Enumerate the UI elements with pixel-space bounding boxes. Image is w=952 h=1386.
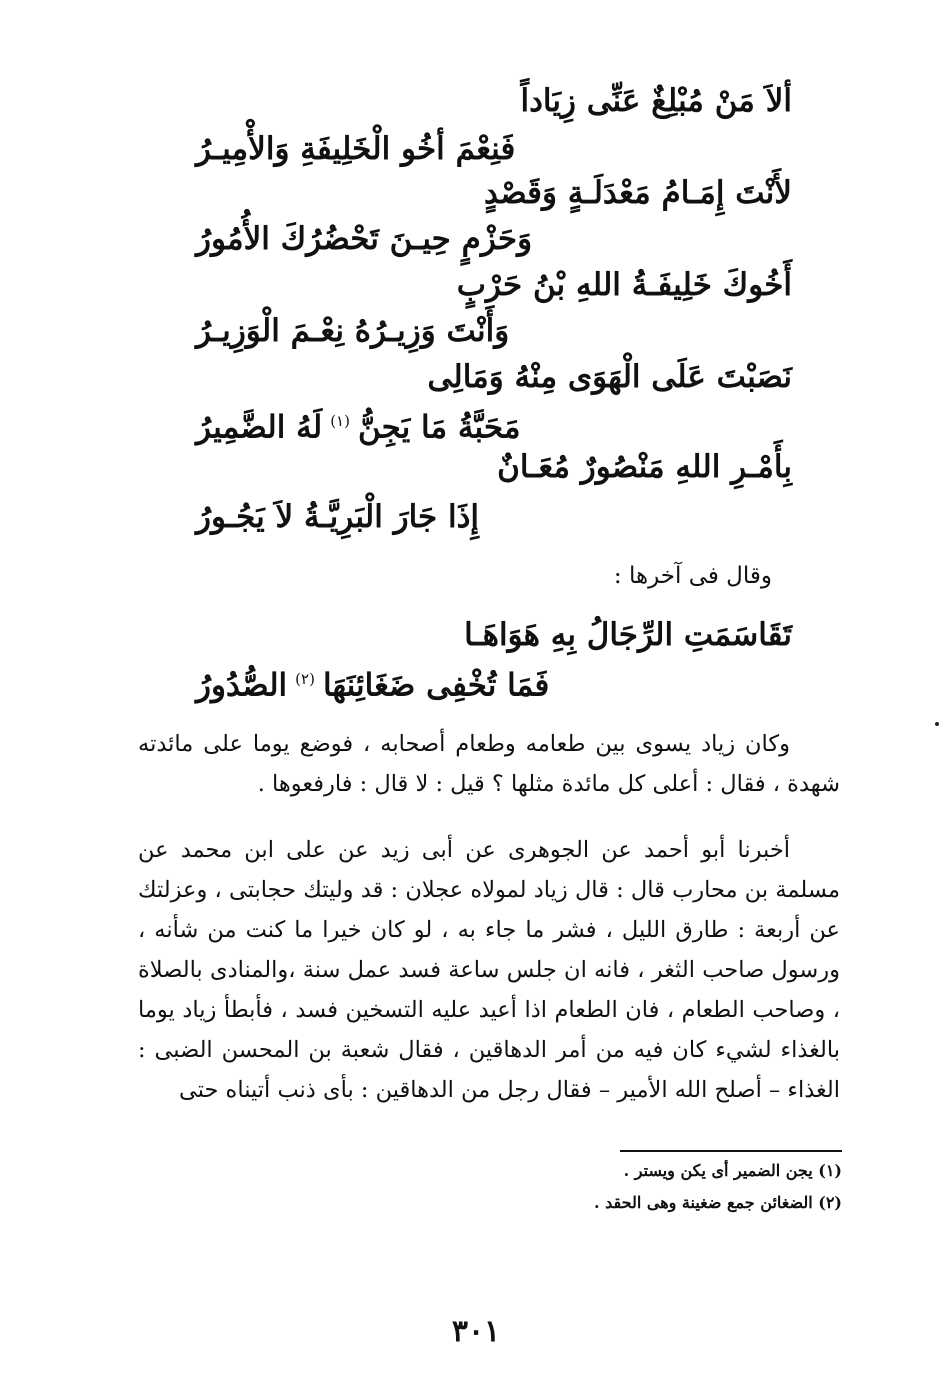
verse-text: لأَنْتَ إِمَـامُ مَعْدَلَـةٍ وَقَصْدٍ [484,175,792,211]
verse-text: ألاَ مَنْ مُبْلِغٌ عَنِّى زِيَاداً [520,83,792,119]
verse-text: تَقَاسَمَتِ الرِّجَالُ بِهِ هَوَاهَـا [464,617,792,653]
poem-verse-4a [427,356,792,398]
paragraph-2: أخبرنا أبو أحمد عن الجوهرى عن أبى زيد عن على ابن محمد عن مسلمة بن محارب قال : قال زياد لمولاه عجلان : قد وليتك حجابتى ، وعزلتك عن أربعة : طارق الليل ، فشر ما جاء به ، لو كان خيرا ما كنت من شأنه ، ورسول صاحب الثغر ، فانه ان جلس ساعة فسد عمل سنة ،والمنادى بالصلاة ، وصاحب الطعام ، فان الطعام اذا أعيد عليه التسخين فسد ، فأبطأ زياد يوما بالغذاء لشيء كان فيه من أمر الدهاقين ، فقال شعبة بن المحسن الضبى : الغذاء – أصلح الله الأمير – فقال رجل من الدهاقين : بأى ذنب أتيناه حتى [138,837,840,1103]
poem-verse-3a [457,264,792,306]
footnote-ref-1: (١) [330,412,350,430]
footnote-1: (١) يجن الضمير أى يكن ويستر . [623,1161,842,1180]
verse-text: وَأَنْتَ وَزِيـرُهُ نِعْـمَ الْوَزِيـرُ [196,313,510,349]
page-number: ٣٠١ [451,1314,501,1349]
verse-text: لَهُ الضَّمِيرُ [196,409,323,446]
verse-text: إِذَا جَارَ الْبَرِيَّـةُ لاَ يَجُـورُ [196,499,480,535]
poem2-verse-b [196,658,549,706]
paragraph-1: وكان زياد يسوى بين طعامه وطعام أصحابه ، فوضع يوما على مائدته شهدة ، فقال : أعلى كل مائدة مثلها ؟ قيل : لا قال : فارفعوها . [138,731,840,797]
poem-verse-4b [196,400,520,448]
verse-text: وَحَزْمٍ حِيـنَ تَحْضُرُكَ الأُمُورُ [196,221,533,257]
poem-verse-2a [484,172,792,214]
footnote-2: (٢) الضغائن جمع ضغينة وهى الحقد . [594,1193,842,1212]
verse-text: الصُّدُورُ [196,667,288,704]
verse-text: أَخُوكَ خَلِيفَـةُ اللهِ بْنُ حَرْبٍ [456,267,792,303]
verse-text: فَنِعْمَ أخُو الْخَلِيفَةِ وَالأْمِيـرُ [196,131,516,167]
scan-speck [935,722,939,726]
poem-verse-3b [196,310,509,352]
verse-text: مَحَبَّةُ مَا يَجِنُّ [357,409,521,446]
footnote-ref-2: (٢) [295,670,315,688]
intro-text: وقال فى آخرها : [613,563,772,589]
verse-text: بِأَمْـرِ اللهِ مَنْصُورٌ مُعَـانٌ [497,449,792,485]
poem2-verse-a [464,614,792,656]
verse-text: نَصَبْتَ عَلَى الْهَوَى مِنْهُ وَمَالِى [427,359,792,395]
poem-verse-1a [520,80,792,122]
footnote-separator [620,1150,842,1152]
poem-verse-1b-text [196,128,515,170]
poem-verse-5a [497,446,792,488]
poem-verse-5b [196,496,479,538]
verse-text: فَمَا تُخْفِى ضَغَائِنَهَا [322,667,550,704]
poem-verse-2b [196,218,532,260]
